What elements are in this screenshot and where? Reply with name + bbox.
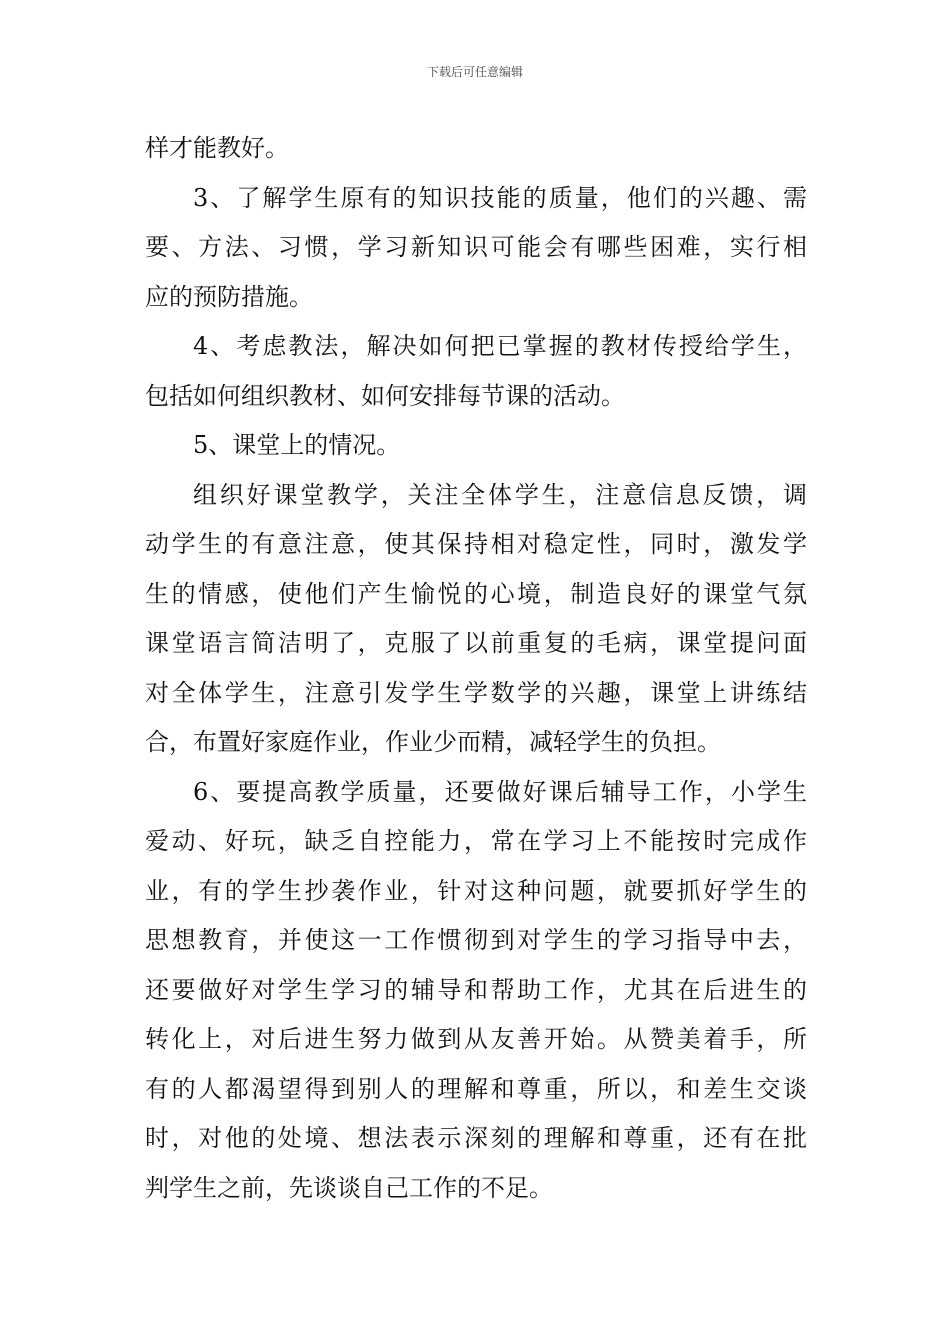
text-line: 组织好课堂教学，关注全体学生，注意信息反馈，调 <box>193 480 807 509</box>
text-line: 6、要提高教学质量，还要做好课后辅导工作，小学生 <box>193 777 807 806</box>
text-line: 5、课堂上的情况。 <box>193 431 401 459</box>
text-line: 有的人都渴望得到别人的理解和尊重，所以，和差生交谈 <box>145 1074 807 1103</box>
document-body <box>145 124 807 1213</box>
text-line: 动学生的有意注意，使其保持相对稳定性，同时，激发学 <box>145 530 807 558</box>
text-line: 应的预防措施。 <box>145 282 313 311</box>
text-line: 4、考虑教法，解决如何把已掌握的教材传授给学生， <box>193 332 807 360</box>
text-line: 业，有的学生抄袭作业，针对这种问题，就要抓好学生的 <box>145 876 807 905</box>
text-line: 思想教育，并使这一工作惯彻到对学生的学习指导中去， <box>145 926 807 954</box>
text-line: 转化上，对后进生努力做到从友善开始。从赞美着手，所 <box>145 1025 807 1053</box>
text-line: 包括如何组织教材、如何安排每节课的活动。 <box>145 381 625 410</box>
text-line: 生的情感，使他们产生愉悦的心境，制造良好的课堂气氛 <box>145 579 807 608</box>
text-line: 对全体学生，注意引发学生学数学的兴趣，课堂上讲练结 <box>145 678 807 707</box>
text-line: 要、方法、习惯，学习新知识可能会有哪些困难，实行相 <box>145 233 807 261</box>
page-header: 下载后可任意编辑 <box>426 65 523 79</box>
text-line: 判学生之前，先谈谈自己工作的不足。 <box>145 1173 553 1202</box>
text-line: 爱动、好玩，缺乏自控能力，常在学习上不能按时完成作 <box>145 827 807 855</box>
text-line: 合，布置好家庭作业，作业少而精，减轻学生的负担。 <box>145 728 721 756</box>
text-line: 3、了解学生原有的知识技能的质量，他们的兴趣、需 <box>193 183 807 212</box>
text-line: 课堂语言简洁明了，克服了以前重复的毛病，课堂提问面 <box>145 629 807 657</box>
text-line: 样才能教好。 <box>145 134 289 162</box>
text-line: 时，对他的处境、想法表示深刻的理解和尊重，还有在批 <box>145 1124 807 1152</box>
text-line: 还要做好对学生学习的辅导和帮助工作，尤其在后进生的 <box>145 975 807 1004</box>
